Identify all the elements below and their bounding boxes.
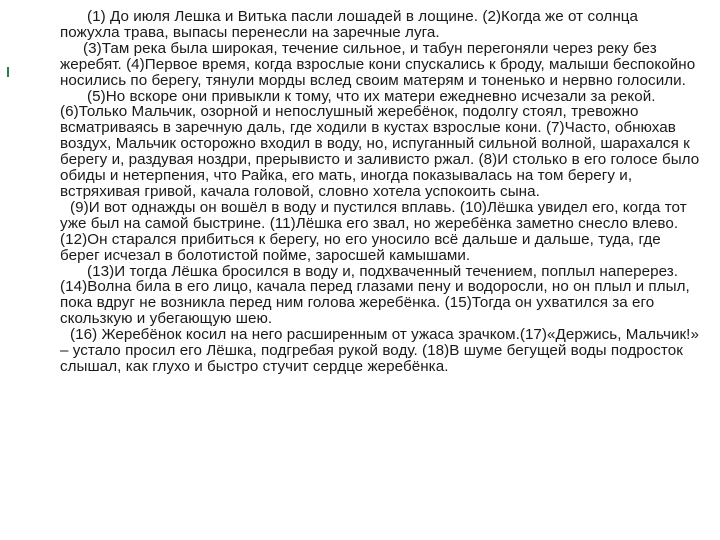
paragraph-3: (5)Но вскоре они привыкли к тому, что их матери ежедневно исчезали за рекой. (6)Только Мальчик, озорной и непослушный жеребёнок, подолгу стоял, тревожно всматриваясь в заречную даль, где ходили в кустах взрослые кони. (7)Часто, обнюхав воздух, Мальчик осторожно входил в воду, но, испуганный сильной волной, шарахался к берегу и, раздувая ноздри, прерывисто и заливисто ржал. (8)И столько в его голосе было обиды и нетерпения, что Райка, его мать, иногда показывалась на том берегу и, встряхивая гривой, качала головой, словно хотела успокоить сына. [60, 87, 700, 200]
paragraph-5: (13)И тогда Лёшка бросился в воду и, подхваченный течением, поплыл наперерез. (14)Волна била в его лицо, качала перед глазами пену и водоросли, но он плыл и плыл, пока вдруг не возникла перед ним голова жеребёнка. (15)Тогда он ухватился за его скользкую и убегающую шею. [60, 262, 690, 328]
paragraph-2: (3)Там река была широкая, течение сильное, и табун перегоняли через реку без жеребят. (4)Первое время, когда взрослые кони спускались к броду, малыши беспокойно носились по берегу, тянули морды вслед своим матерям и тоненько и нервно голосили. [60, 39, 696, 89]
story-text [60, 9, 700, 375]
paragraph-1: (1) До июля Лешка и Витька пасли лошадей в лощине. (2)Когда же от солнца пожухла трава, выпасы перенесли на заречные луга. [60, 8, 639, 41]
paragraph-4: (9)И вот однажды он вошёл в воду и пустился вплавь. (10)Лёшка увидел его, когда тот уже был на самой быстрине. (11)Лёшка его звал, но жеребёнка заметно снесло влево. (12)Он старался прибиться к берегу, но его уносило всё дальше и дальше, туда, где берег исчезал в болотистой пойме, заросшей камышами. [60, 198, 687, 264]
margin-marker [7, 67, 9, 77]
paragraph-6: (16) Жеребёнок косил на него расширенным от ужаса зрачком.(17)«Держись, Мальчик!» – устало просил его Лёшка, подгребая рукой воду. (18)В шуме бегущей воды подросток слышал, как глухо и быстро стучит сердце жеребёнка. [60, 326, 699, 375]
